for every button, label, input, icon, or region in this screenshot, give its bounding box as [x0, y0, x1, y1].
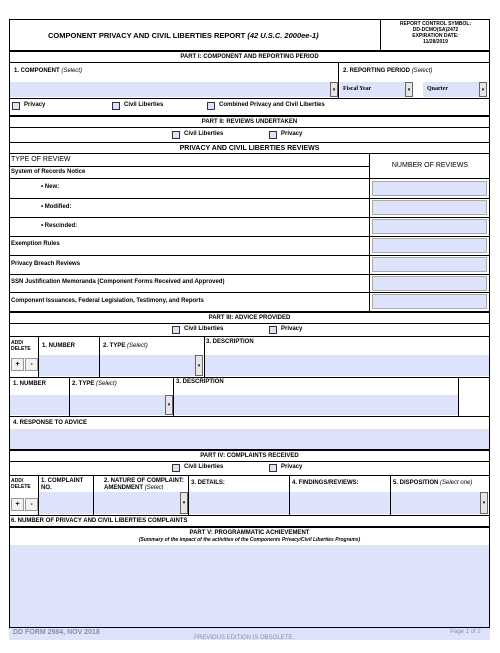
review-row-label: Exemption Rules	[11, 241, 60, 247]
advice-type-header-2: 2. TYPE (Select)	[72, 381, 117, 387]
expiration-date: 11/28/2019	[423, 39, 448, 45]
expiration-label: EXPIRATION DATE:	[412, 33, 459, 39]
previous-edition-note: PREVIOUS EDITION IS OBSOLETE.	[194, 635, 295, 641]
form-number: DD FORM 2984, NOV 2018	[13, 629, 100, 636]
checkbox-civil-part4-box[interactable]	[172, 464, 180, 472]
response-to-advice-label: 4. RESPONSE TO ADVICE	[13, 420, 88, 426]
add-complaint-button[interactable]: +	[11, 498, 24, 511]
col-divider	[458, 378, 459, 416]
checkbox-label: Civil Liberties	[124, 102, 164, 109]
checkbox-privacy-part4[interactable]	[269, 464, 302, 472]
checkbox-label: Privacy	[281, 326, 303, 333]
nature-dropdown-arrow-icon[interactable]: ▾	[180, 492, 188, 514]
checkbox-label: Privacy	[24, 102, 46, 109]
rule	[9, 255, 490, 256]
part1-divider	[338, 63, 339, 98]
reviews-ssn-input[interactable]	[372, 276, 487, 291]
component-select[interactable]	[10, 82, 330, 97]
advice-type-select-2[interactable]	[70, 395, 165, 415]
checkbox-privacy-part1[interactable]	[12, 102, 45, 110]
advice-type-dropdown-arrow-icon[interactable]: ▾	[195, 355, 203, 376]
complaints-count-label: 6. NUMBER OF PRIVACY AND CIVIL LIBERTIES COMPLAINTS	[11, 518, 188, 524]
checkbox-label: Privacy	[281, 131, 303, 138]
rule	[9, 217, 490, 218]
add-delete-label-2: ADD/ DELETE	[11, 478, 31, 490]
rule	[9, 166, 369, 167]
checkbox-civil-part4[interactable]	[172, 464, 223, 472]
findings-header: 4. FINDINGS/REVIEWS:	[292, 480, 359, 486]
advice-description-input[interactable]	[205, 355, 489, 376]
reviews-modified-input[interactable]	[372, 200, 487, 215]
rule	[9, 336, 490, 337]
checkbox-privacy-part4-box[interactable]	[269, 464, 277, 472]
review-row-label: • Rescinded:	[41, 223, 78, 229]
rule	[9, 292, 490, 293]
quarter-dropdown-arrow-icon[interactable]: ▾	[479, 82, 487, 97]
reporting-period-label: 2. REPORTING PERIOD (Select)	[343, 68, 433, 74]
part5-subheading: (Summary of the impact of the activities of the Components Privacy/Civil Liberties Programs)	[138, 537, 361, 543]
complaint-no-header: 1. COMPLAINT NO.	[41, 478, 84, 492]
add-delete-label: ADD/ DELETE	[11, 340, 31, 352]
checkbox-label: Privacy	[281, 464, 303, 471]
advice-number-header-2: 1. NUMBER	[13, 381, 47, 387]
nature-of-complaint-select[interactable]	[94, 492, 180, 514]
review-row-label: System of Records Notice	[11, 169, 86, 175]
type-of-review-header: TYPE OF REVIEW	[11, 156, 71, 163]
advice-description-header: 3. DESCRIPTION	[206, 339, 254, 345]
disposition-select[interactable]	[391, 492, 480, 514]
advice-description-header-2: 3. DESCRIPTION	[176, 379, 224, 385]
review-row-label: Component Issuances, Federal Legislation, Testimony, and Reports	[11, 298, 204, 304]
advice-type-select[interactable]	[100, 355, 195, 376]
programmatic-achievement-input[interactable]	[10, 545, 489, 627]
checkbox-civil-part2[interactable]	[172, 131, 223, 139]
advice-number-input-2[interactable]	[10, 395, 69, 415]
fiscal-year-dropdown-arrow-icon[interactable]: ▾	[405, 82, 413, 97]
checkbox-privacy-part2-box[interactable]	[269, 131, 277, 139]
reviews-breach-input[interactable]	[372, 257, 487, 272]
checkbox-privacy-part2[interactable]	[269, 131, 302, 139]
quarter-value: Quarter	[427, 86, 448, 92]
part1-rule	[9, 98, 490, 99]
checkbox-privacy-part3-box[interactable]	[269, 326, 277, 334]
rule	[9, 198, 490, 199]
delete-row-button[interactable]: -	[25, 358, 38, 371]
review-row-label: Privacy Breach Reviews	[11, 261, 81, 267]
response-to-advice-input[interactable]	[10, 429, 489, 449]
checkbox-civil-part2-box[interactable]	[172, 131, 180, 139]
reviews-exemption-input[interactable]	[372, 238, 487, 253]
reviews-rescinded-input[interactable]	[372, 219, 487, 234]
complaint-no-input[interactable]	[39, 492, 93, 514]
checkbox-civil-part3[interactable]	[172, 326, 223, 334]
details-header: 3. DETAILS:	[191, 480, 225, 486]
rule	[9, 416, 490, 417]
part4-heading: PART IV: COMPLAINTS RECEIVED	[9, 450, 490, 462]
rule	[9, 377, 490, 378]
checkbox-label: Civil Liberties	[184, 326, 224, 333]
control-symbol: DD-DCMO(SA)2472	[412, 27, 459, 33]
quarter-select[interactable]	[423, 82, 479, 97]
report-control-block	[381, 21, 490, 45]
checkbox-label: Combined Privacy and Civil Liberties	[219, 102, 325, 109]
part1-heading: PART I: COMPONENT AND REPORTING PERIOD	[9, 51, 490, 63]
add-row-button[interactable]: +	[11, 358, 24, 371]
reviews-new-input[interactable]	[372, 181, 487, 196]
checkbox-label: Civil Liberties	[184, 464, 224, 471]
checkbox-combined-part1[interactable]	[207, 102, 325, 110]
advice-type-header: 2. TYPE (Select)	[103, 343, 148, 349]
details-input[interactable]	[189, 492, 289, 514]
rule	[9, 178, 490, 179]
rule	[9, 515, 490, 516]
advice-number-header: 1. NUMBER	[42, 343, 76, 349]
rule	[9, 236, 490, 237]
advice-description-input-2[interactable]	[174, 395, 458, 415]
control-symbol-label: REPORT CONTROL SYMBOL:	[399, 21, 472, 27]
checkbox-combined-part1-box[interactable]	[207, 102, 215, 110]
findings-input[interactable]	[290, 492, 390, 514]
checkbox-civil-part1[interactable]	[112, 102, 163, 110]
part5-heading: PART V: PROGRAMMATIC ACHIEVEMENT	[189, 530, 310, 536]
nature-of-complaint-header: 2. NATURE OF COMPLAINT: AMENDMENT (Select	[104, 478, 184, 492]
rule	[9, 274, 490, 275]
checkbox-civil-part1-box[interactable]	[112, 102, 120, 110]
component-label: 1. COMPONENT (Select)	[14, 68, 83, 74]
disposition-header: 5. DISPOSITION (Select one)	[393, 480, 473, 486]
review-row-label: SSN Justification Memoranda (Component Forms Received and Approved)	[11, 279, 225, 285]
number-of-reviews-header: NUMBER OF REVIEWS	[391, 162, 469, 169]
reviews-issuances-input[interactable]	[372, 294, 487, 309]
review-row-label: • New:	[41, 184, 60, 190]
advice-type-dropdown-arrow-icon-2[interactable]: ▾	[165, 395, 173, 415]
page-number: Page 1 of 2	[450, 629, 481, 635]
advice-number-input[interactable]	[39, 355, 99, 376]
review-row-label: • Modified:	[41, 204, 72, 210]
checkbox-label: Civil Liberties	[184, 131, 224, 138]
fiscal-year-value: Fiscal Year	[343, 86, 372, 92]
rule	[9, 475, 490, 476]
checkbox-privacy-part3[interactable]	[269, 326, 302, 334]
part3-heading: PART III: ADVICE PROVIDED	[9, 312, 490, 324]
delete-complaint-button[interactable]: -	[25, 498, 38, 511]
fiscal-year-select[interactable]	[340, 82, 405, 97]
component-dropdown-arrow-icon[interactable]: ▾	[330, 82, 338, 97]
part2-heading: PART II: REVIEWS UNDERTAKEN	[9, 116, 490, 128]
disposition-dropdown-arrow-icon[interactable]: ▾	[480, 492, 488, 514]
checkbox-civil-part3-box[interactable]	[172, 326, 180, 334]
checkbox-privacy-part1-box[interactable]	[12, 102, 20, 110]
form-title: COMPONENT PRIVACY AND CIVIL LIBERTIES REPORT (42 U.S.C. 2000ee-1)	[48, 31, 319, 40]
reviews-subheading: PRIVACY AND CIVIL LIBERTIES REVIEWS	[9, 142, 490, 154]
